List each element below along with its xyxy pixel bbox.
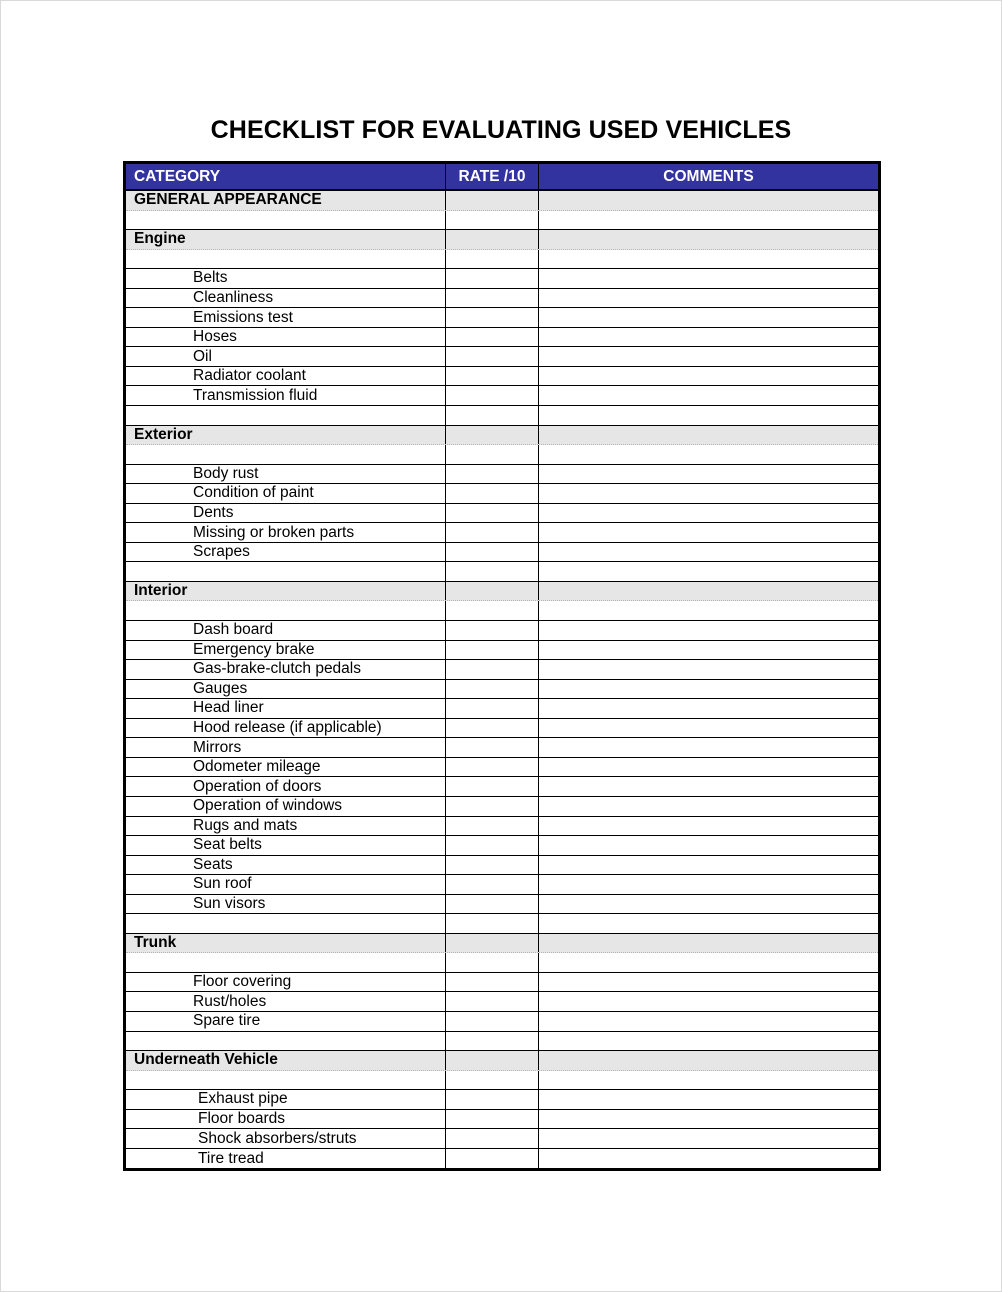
header-category: CATEGORY bbox=[126, 164, 446, 189]
item-label: Belts bbox=[126, 269, 446, 288]
blank-row bbox=[126, 953, 878, 973]
comments-cell[interactable] bbox=[539, 445, 878, 464]
category-cell bbox=[126, 914, 446, 933]
rate-cell[interactable] bbox=[446, 641, 539, 660]
table-row bbox=[126, 347, 878, 367]
rate-cell[interactable] bbox=[446, 1090, 539, 1109]
comments-cell[interactable] bbox=[539, 973, 878, 992]
item-label: Condition of paint bbox=[126, 484, 446, 503]
blank-row bbox=[126, 562, 878, 582]
table-row bbox=[126, 1012, 878, 1032]
comments-cell[interactable] bbox=[539, 1012, 878, 1031]
section-row-engine bbox=[126, 230, 878, 250]
rate-cell[interactable] bbox=[446, 719, 539, 738]
rate-cell[interactable] bbox=[446, 1149, 539, 1169]
comments-cell[interactable] bbox=[539, 582, 878, 601]
item-label: Tire tread bbox=[126, 1149, 446, 1169]
rate-cell[interactable] bbox=[446, 582, 539, 601]
item-label: Emergency brake bbox=[126, 641, 446, 660]
rate-cell[interactable] bbox=[446, 289, 539, 308]
rate-cell[interactable] bbox=[446, 875, 539, 894]
rate-cell[interactable] bbox=[446, 523, 539, 542]
section-row-underneath bbox=[126, 1051, 878, 1071]
rate-cell[interactable] bbox=[446, 230, 539, 249]
header-comments: COMMENTS bbox=[663, 167, 754, 185]
category-cell bbox=[126, 250, 446, 269]
comments-cell[interactable] bbox=[539, 347, 878, 366]
blank-row bbox=[126, 406, 878, 426]
item-label: Hoses bbox=[126, 328, 446, 347]
rate-cell[interactable] bbox=[446, 973, 539, 992]
table-row bbox=[126, 895, 878, 915]
item-label: Body rust bbox=[126, 465, 446, 484]
comments-cell[interactable] bbox=[539, 386, 878, 405]
rate-cell[interactable] bbox=[446, 386, 539, 405]
comments-cell[interactable] bbox=[539, 406, 878, 425]
category-cell bbox=[126, 562, 446, 581]
item-label: Radiator coolant bbox=[126, 367, 446, 386]
comments-cell[interactable] bbox=[539, 191, 878, 210]
table-row bbox=[126, 836, 878, 856]
section-label: Trunk bbox=[126, 934, 446, 953]
table-row bbox=[126, 817, 878, 837]
rate-cell[interactable] bbox=[446, 1071, 539, 1090]
rate-cell[interactable] bbox=[446, 895, 539, 914]
item-label: Floor covering bbox=[126, 973, 446, 992]
table-row bbox=[126, 465, 878, 485]
table-row bbox=[126, 504, 878, 524]
comments-cell[interactable] bbox=[539, 211, 878, 230]
comments-cell[interactable] bbox=[539, 680, 878, 699]
table-row bbox=[126, 269, 878, 289]
table-row bbox=[126, 973, 878, 993]
table-row bbox=[126, 1149, 878, 1169]
rate-cell[interactable] bbox=[446, 328, 539, 347]
comments-cell[interactable] bbox=[539, 895, 878, 914]
section-label: Underneath Vehicle bbox=[126, 1051, 446, 1070]
comments-cell[interactable] bbox=[539, 1051, 878, 1070]
table-row bbox=[126, 308, 878, 328]
item-label: Seat belts bbox=[126, 836, 446, 855]
item-label: Rugs and mats bbox=[126, 817, 446, 836]
comments-cell[interactable] bbox=[539, 836, 878, 855]
item-label: Rust/holes bbox=[126, 992, 446, 1011]
item-label: Dash board bbox=[126, 621, 446, 640]
comments-cell[interactable] bbox=[539, 738, 878, 757]
rate-cell[interactable] bbox=[446, 445, 539, 464]
category-cell bbox=[126, 211, 446, 230]
category-cell bbox=[126, 1071, 446, 1090]
table-row bbox=[126, 738, 878, 758]
table-row bbox=[126, 543, 878, 563]
table-row bbox=[126, 386, 878, 406]
section-row-exterior bbox=[126, 426, 878, 446]
comments-cell[interactable] bbox=[539, 367, 878, 386]
table-row bbox=[126, 1129, 878, 1149]
item-label: Scrapes bbox=[126, 543, 446, 562]
header-rate: RATE /10 bbox=[446, 164, 539, 189]
item-label: Emissions test bbox=[126, 308, 446, 327]
table-row bbox=[126, 875, 878, 895]
comments-cell[interactable] bbox=[539, 465, 878, 484]
comments-cell[interactable] bbox=[539, 992, 878, 1011]
rate-cell[interactable] bbox=[446, 1032, 539, 1051]
section-label: GENERAL APPEARANCE bbox=[126, 191, 446, 210]
rate-cell[interactable] bbox=[446, 465, 539, 484]
comments-cell[interactable] bbox=[539, 601, 878, 620]
rate-cell[interactable] bbox=[446, 797, 539, 816]
rate-cell[interactable] bbox=[446, 738, 539, 757]
item-label: Sun roof bbox=[126, 875, 446, 894]
table-row bbox=[126, 680, 878, 700]
category-cell bbox=[126, 445, 446, 464]
comments-cell[interactable] bbox=[539, 758, 878, 777]
blank-row bbox=[126, 601, 878, 621]
rate-cell[interactable] bbox=[446, 680, 539, 699]
comments-cell[interactable] bbox=[539, 1071, 878, 1090]
comments-cell[interactable] bbox=[539, 1090, 878, 1109]
page-title: CHECKLIST FOR EVALUATING USED VEHICLES bbox=[210, 116, 792, 144]
table-row bbox=[126, 484, 878, 504]
category-cell bbox=[126, 406, 446, 425]
category-cell bbox=[126, 1032, 446, 1051]
comments-cell[interactable] bbox=[539, 1149, 878, 1169]
comments-cell[interactable] bbox=[539, 621, 878, 640]
comments-cell[interactable] bbox=[539, 230, 878, 249]
table-row bbox=[126, 797, 878, 817]
rate-cell[interactable] bbox=[446, 934, 539, 953]
rate-cell[interactable] bbox=[446, 992, 539, 1011]
comments-cell[interactable] bbox=[539, 289, 878, 308]
comments-cell[interactable] bbox=[539, 1110, 878, 1129]
checklist-table bbox=[123, 161, 881, 1171]
blank-row bbox=[126, 445, 878, 465]
item-label: Oil bbox=[126, 347, 446, 366]
comments-cell[interactable] bbox=[539, 719, 878, 738]
table-row bbox=[126, 719, 878, 739]
section-row-general bbox=[126, 191, 878, 211]
rate-cell[interactable] bbox=[446, 856, 539, 875]
item-label: Dents bbox=[126, 504, 446, 523]
section-label: Exterior bbox=[126, 426, 446, 445]
rate-cell[interactable] bbox=[446, 1129, 539, 1148]
table-row bbox=[126, 856, 878, 876]
category-cell bbox=[126, 601, 446, 620]
item-label: Operation of doors bbox=[126, 777, 446, 796]
item-label: Hood release (if applicable) bbox=[126, 719, 446, 738]
comments-cell[interactable] bbox=[539, 1032, 878, 1051]
rate-cell[interactable] bbox=[446, 1012, 539, 1031]
comments-cell[interactable] bbox=[539, 934, 878, 953]
table-row bbox=[126, 621, 878, 641]
category-cell bbox=[126, 953, 446, 972]
section-row-interior bbox=[126, 582, 878, 602]
comments-cell[interactable] bbox=[539, 914, 878, 933]
item-label: Missing or broken parts bbox=[126, 523, 446, 542]
blank-row bbox=[126, 250, 878, 270]
comments-cell[interactable] bbox=[539, 426, 878, 445]
item-label: Floor boards bbox=[126, 1110, 446, 1129]
section-row-trunk bbox=[126, 934, 878, 954]
comments-cell[interactable] bbox=[539, 308, 878, 327]
comments-cell[interactable] bbox=[539, 562, 878, 581]
table-row bbox=[126, 1090, 878, 1110]
item-label: Seats bbox=[126, 856, 446, 875]
rate-cell[interactable] bbox=[446, 269, 539, 288]
rate-cell[interactable] bbox=[446, 953, 539, 972]
table-row bbox=[126, 1110, 878, 1130]
item-label: Gauges bbox=[126, 680, 446, 699]
comments-cell[interactable] bbox=[539, 856, 878, 875]
item-label: Gas-brake-clutch pedals bbox=[126, 660, 446, 679]
rate-cell[interactable] bbox=[446, 367, 539, 386]
table-row bbox=[126, 777, 878, 797]
rate-cell[interactable] bbox=[446, 406, 539, 425]
item-label: Exhaust pipe bbox=[126, 1090, 446, 1109]
rate-cell[interactable] bbox=[446, 758, 539, 777]
comments-cell[interactable] bbox=[539, 875, 878, 894]
comments-cell[interactable] bbox=[539, 660, 878, 679]
rate-cell[interactable] bbox=[446, 191, 539, 210]
rate-cell[interactable] bbox=[446, 250, 539, 269]
rate-cell[interactable] bbox=[446, 914, 539, 933]
item-label: Shock absorbers/struts bbox=[126, 1129, 446, 1148]
item-label: Cleanliness bbox=[126, 289, 446, 308]
comments-cell[interactable] bbox=[539, 699, 878, 718]
blank-row bbox=[126, 1071, 878, 1091]
rate-cell[interactable] bbox=[446, 347, 539, 366]
rate-cell[interactable] bbox=[446, 426, 539, 445]
comments-cell[interactable] bbox=[539, 817, 878, 836]
table-row bbox=[126, 328, 878, 348]
blank-row bbox=[126, 1032, 878, 1052]
comments-cell[interactable] bbox=[539, 543, 878, 562]
table-row bbox=[126, 523, 878, 543]
table-row bbox=[126, 992, 878, 1012]
rate-cell[interactable] bbox=[446, 1110, 539, 1129]
table-row bbox=[126, 641, 878, 661]
comments-cell[interactable] bbox=[539, 328, 878, 347]
item-label: Operation of windows bbox=[126, 797, 446, 816]
comments-cell[interactable] bbox=[539, 484, 878, 503]
rate-cell[interactable] bbox=[446, 836, 539, 855]
rate-cell[interactable] bbox=[446, 1051, 539, 1070]
comments-cell[interactable] bbox=[539, 269, 878, 288]
rate-cell[interactable] bbox=[446, 777, 539, 796]
comments-cell[interactable] bbox=[539, 523, 878, 542]
rate-cell[interactable] bbox=[446, 621, 539, 640]
item-label: Mirrors bbox=[126, 738, 446, 757]
comments-cell[interactable] bbox=[539, 1129, 878, 1148]
table-header bbox=[126, 164, 878, 191]
section-label: Engine bbox=[126, 230, 446, 249]
blank-row bbox=[126, 914, 878, 934]
table-row bbox=[126, 699, 878, 719]
item-label: Odometer mileage bbox=[126, 758, 446, 777]
comments-cell[interactable] bbox=[539, 504, 878, 523]
item-label: Head liner bbox=[126, 699, 446, 718]
comments-cell[interactable] bbox=[539, 641, 878, 660]
rate-cell[interactable] bbox=[446, 601, 539, 620]
rate-cell[interactable] bbox=[446, 211, 539, 230]
rate-cell[interactable] bbox=[446, 817, 539, 836]
rate-cell[interactable] bbox=[446, 660, 539, 679]
section-label: Interior bbox=[126, 582, 446, 601]
rate-cell[interactable] bbox=[446, 504, 539, 523]
item-label: Sun visors bbox=[126, 895, 446, 914]
comments-cell[interactable] bbox=[539, 797, 878, 816]
rate-cell[interactable] bbox=[446, 699, 539, 718]
table-row bbox=[126, 289, 878, 309]
item-label: Spare tire bbox=[126, 1012, 446, 1031]
comments-cell[interactable] bbox=[539, 250, 878, 269]
blank-row bbox=[126, 211, 878, 231]
table-row bbox=[126, 758, 878, 778]
item-label: Transmission fluid bbox=[126, 386, 446, 405]
rate-cell[interactable] bbox=[446, 543, 539, 562]
table-row bbox=[126, 367, 878, 387]
comments-cell[interactable] bbox=[539, 777, 878, 796]
rate-cell[interactable] bbox=[446, 562, 539, 581]
rate-cell[interactable] bbox=[446, 484, 539, 503]
rate-cell[interactable] bbox=[446, 308, 539, 327]
table-row bbox=[126, 660, 878, 680]
comments-cell[interactable] bbox=[539, 953, 878, 972]
